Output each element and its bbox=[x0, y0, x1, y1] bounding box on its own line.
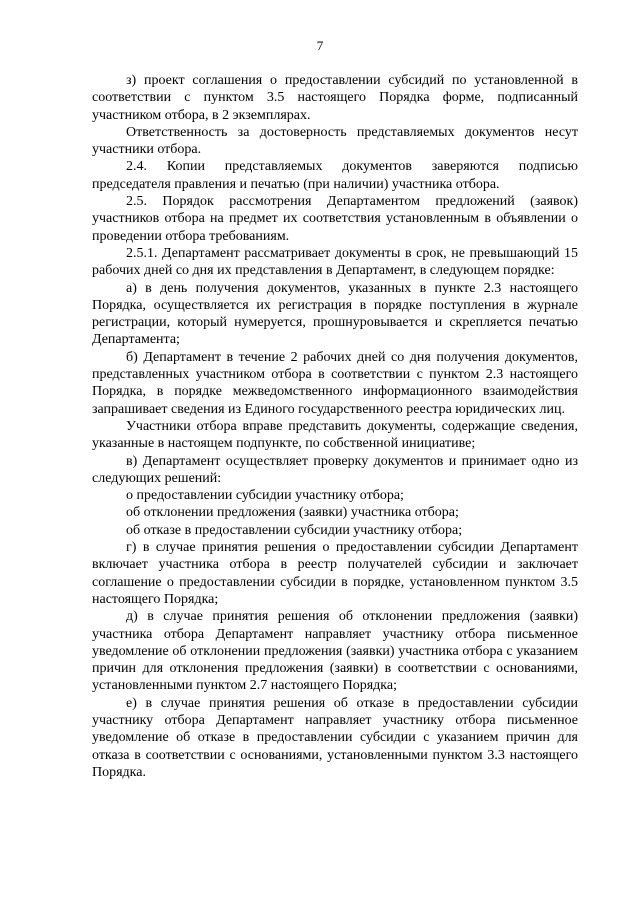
decision-grant: о предоставлении субсидии участнику отбора; bbox=[126, 488, 404, 504]
paragraph-e: е) в случае принятия решения об отказе в предоставлении субсидии участнику отбора Департамент направляет участнику отбора письменное уведомление об отказе в предоставлении субсидии с указанием причин для отказа в соответствии с основаниями, установленными пунктом 3.3 настоящего Порядка. bbox=[92, 695, 578, 780]
document-body bbox=[92, 72, 578, 781]
paragraph-d: д) в случае принятия решения об отклонении предложения (заявки) участника отбора Департамент направляет участнику отбора письменное уведомление об отклонении предложения (заявки) участника отбора с указанием причин для отклонения предложения (заявки) в соответствии с основаниями, установленными пунктом 2.7 настоящего Порядка; bbox=[92, 609, 578, 694]
paragraph-2-5-1: 2.5.1. Департамент рассматривает документы в срок, не превышающий 15 рабочих дней со дня их представления в Департамент, в следующем порядке: bbox=[92, 245, 578, 279]
paragraph-2-5: 2.5. Порядок рассмотрения Департаментом предложений (заявок) участников отбора на предмет их соответствия установленным в объявлении о проведении отбора требованиям. bbox=[92, 194, 578, 244]
paragraph-participants-right: Участники отбора вправе представить документы, содержащие сведения, указанные в настоящем подпункте, по собственной инициативе; bbox=[92, 418, 578, 452]
paragraph-responsibility: Ответственность за достоверность представляемых документов несут участники отбора. bbox=[92, 124, 578, 158]
decision-reject: об отклонении предложения (заявки) участника отбора; bbox=[126, 505, 459, 521]
paragraph-z-agreement-draft: з) проект соглашения о предоставлении субсидий по установленной в соответствии с пунктом 3.5 настоящего Порядка форме, подписанный участником отбора, в 2 экземплярах. bbox=[92, 73, 578, 123]
paragraph-b: б) Департамент в течение 2 рабочих дней со дня получения документов, представленных участником отбора в соответствии с пунктом 2.3 настоящего Порядка, в порядке межведомственного информационного взаимодействия запрашивает сведения из Единого государственного реестра юридических лиц. bbox=[92, 349, 578, 417]
paragraph-g: г) в случае принятия решения о предоставлении субсидии Департамент включает участника отбора в реестр получателей субсидии и заключает соглашение о предоставлении субсидии в порядке, установленном пунктом 3.5 настоящего Порядка; bbox=[92, 540, 578, 607]
page-number: 7 bbox=[316, 38, 324, 53]
paragraph-v: в) Департамент осуществляет проверку документов и принимает одно из следующих решений: bbox=[92, 453, 578, 486]
paragraph-2-4: 2.4. Копии представляемых документов заверяются подписью председателя правления и печатью (при наличии) участника отбора. bbox=[92, 159, 578, 192]
decision-refuse: об отказе в предоставлении субсидии участнику отбора; bbox=[126, 522, 463, 538]
paragraph-a: а) в день получения документов, указанных в пункте 2.3 настоящего Порядка, осуществляется их регистрация в порядке поступления в журнале регистрации, который нумеруется, прошнуровывается и скрепляется печатью Департамента; bbox=[92, 280, 578, 348]
